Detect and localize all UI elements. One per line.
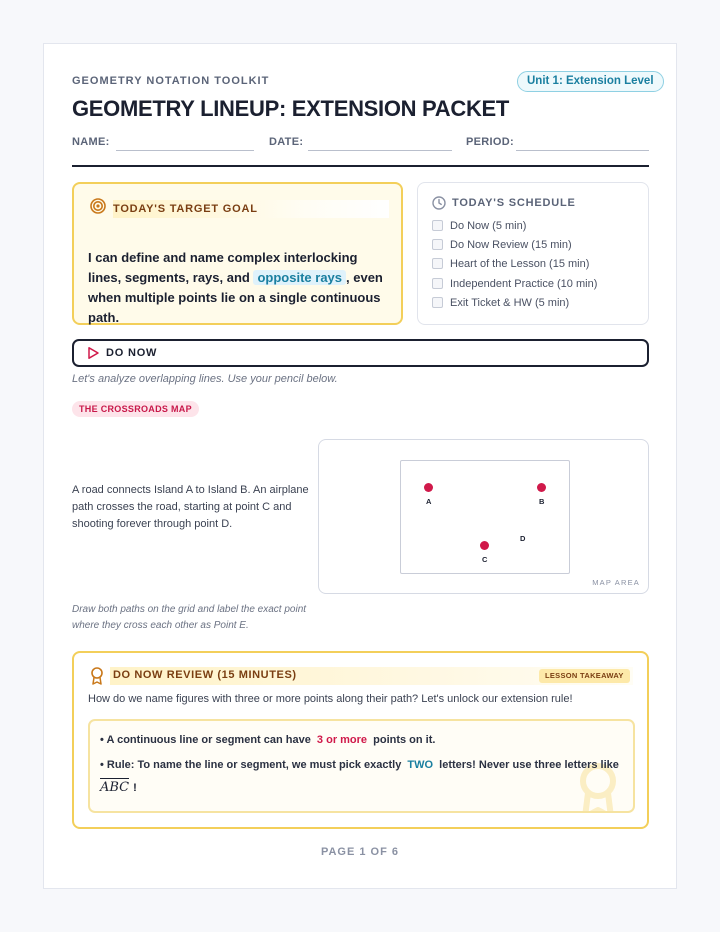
do-now-heading: DO NOW (106, 347, 158, 359)
date-field[interactable] (308, 150, 452, 151)
schedule-item[interactable]: Do Now (5 min) (432, 219, 526, 233)
do-now-subtitle: Let's analyze overlapping lines. Use your pencil below. (72, 373, 338, 385)
review-heading: DO NOW REVIEW (15 MINUTES) (113, 669, 297, 681)
draw-instructions: Draw both paths on the grid and label the exact point where they cross each other as Point E. (72, 604, 307, 631)
schedule-heading: TODAY'S SCHEDULE (452, 197, 576, 209)
map-area[interactable] (318, 439, 649, 594)
schedule-item[interactable]: Do Now Review (15 min) (432, 238, 572, 252)
date-label: DATE: (269, 136, 304, 148)
name-field[interactable] (116, 150, 254, 151)
scenario-text: A road connects Island A to Island B. An airplane path crosses the road, starting at point C and shooting forever through point D. (72, 484, 309, 530)
crossroads-badge: THE CROSSROADS MAP (72, 401, 199, 417)
unit-badge: Unit 1: Extension Level (517, 71, 664, 92)
clock-icon (432, 196, 446, 215)
period-label: PERIOD: (466, 136, 514, 148)
toolkit-label: GEOMETRY NOTATION TOOLKIT (72, 75, 270, 87)
schedule-card (417, 182, 649, 325)
goal-highlight: opposite rays (253, 270, 346, 285)
point-a-label: A (426, 497, 432, 506)
page-number: PAGE 1 OF 6 (320, 846, 400, 858)
goal-statement: I can define and name complex interlocking lines, segments, rays, and opposite rays , even when multiple points lie on a single continuous path. (88, 250, 383, 325)
checkbox[interactable] (432, 297, 443, 308)
rule-bullet-naming: • Rule: To name the line or segment, we must pick exactly TWO letters! Never use three letters like (100, 759, 619, 771)
worksheet-page (43, 43, 677, 889)
review-card (72, 651, 649, 829)
target-goal-card (72, 182, 403, 325)
checkbox[interactable] (432, 278, 443, 289)
review-question: How do we name figures with three or more points along their path? Let's unlock our extension rule! (88, 693, 573, 705)
map-grid[interactable] (400, 460, 570, 574)
period-field[interactable] (516, 150, 649, 151)
point-b-dot (537, 483, 546, 492)
point-b-label: B (539, 497, 545, 506)
schedule-item[interactable]: Exit Ticket & HW (5 min) (432, 296, 569, 310)
schedule-item[interactable]: Independent Practice (10 min) (432, 277, 597, 291)
checkbox[interactable] (432, 258, 443, 269)
rule-box (88, 719, 635, 813)
target-icon (90, 198, 106, 219)
schedule-item[interactable]: Heart of the Lesson (15 min) (432, 257, 589, 271)
three-or-more-emphasis: 3 or more (316, 734, 368, 746)
point-d-label: D (520, 534, 526, 543)
page-title: GEOMETRY LINEUP: EXTENSION PACKET (72, 96, 510, 121)
point-a-dot (424, 483, 433, 492)
goal-heading: TODAY'S TARGET GOAL (113, 200, 389, 218)
award-icon (90, 667, 104, 690)
checkbox[interactable] (432, 220, 443, 231)
name-label: NAME: (72, 136, 110, 148)
header-divider (72, 165, 649, 167)
do-now-header (72, 339, 649, 367)
two-emphasis: TWO (407, 759, 434, 771)
abc-notation: ABC (100, 780, 130, 795)
abc-example: ABC ! (100, 780, 137, 795)
checkbox[interactable] (432, 239, 443, 250)
map-area-tag: MAP AREA (592, 578, 640, 587)
lesson-takeaway-badge: LESSON TAKEAWAY (539, 669, 630, 683)
point-c-dot (480, 541, 489, 550)
play-icon (86, 346, 100, 365)
rule-bullet-points: • A continuous line or segment can have 3 or more points on it. (100, 734, 436, 746)
point-c-label: C (482, 555, 488, 564)
